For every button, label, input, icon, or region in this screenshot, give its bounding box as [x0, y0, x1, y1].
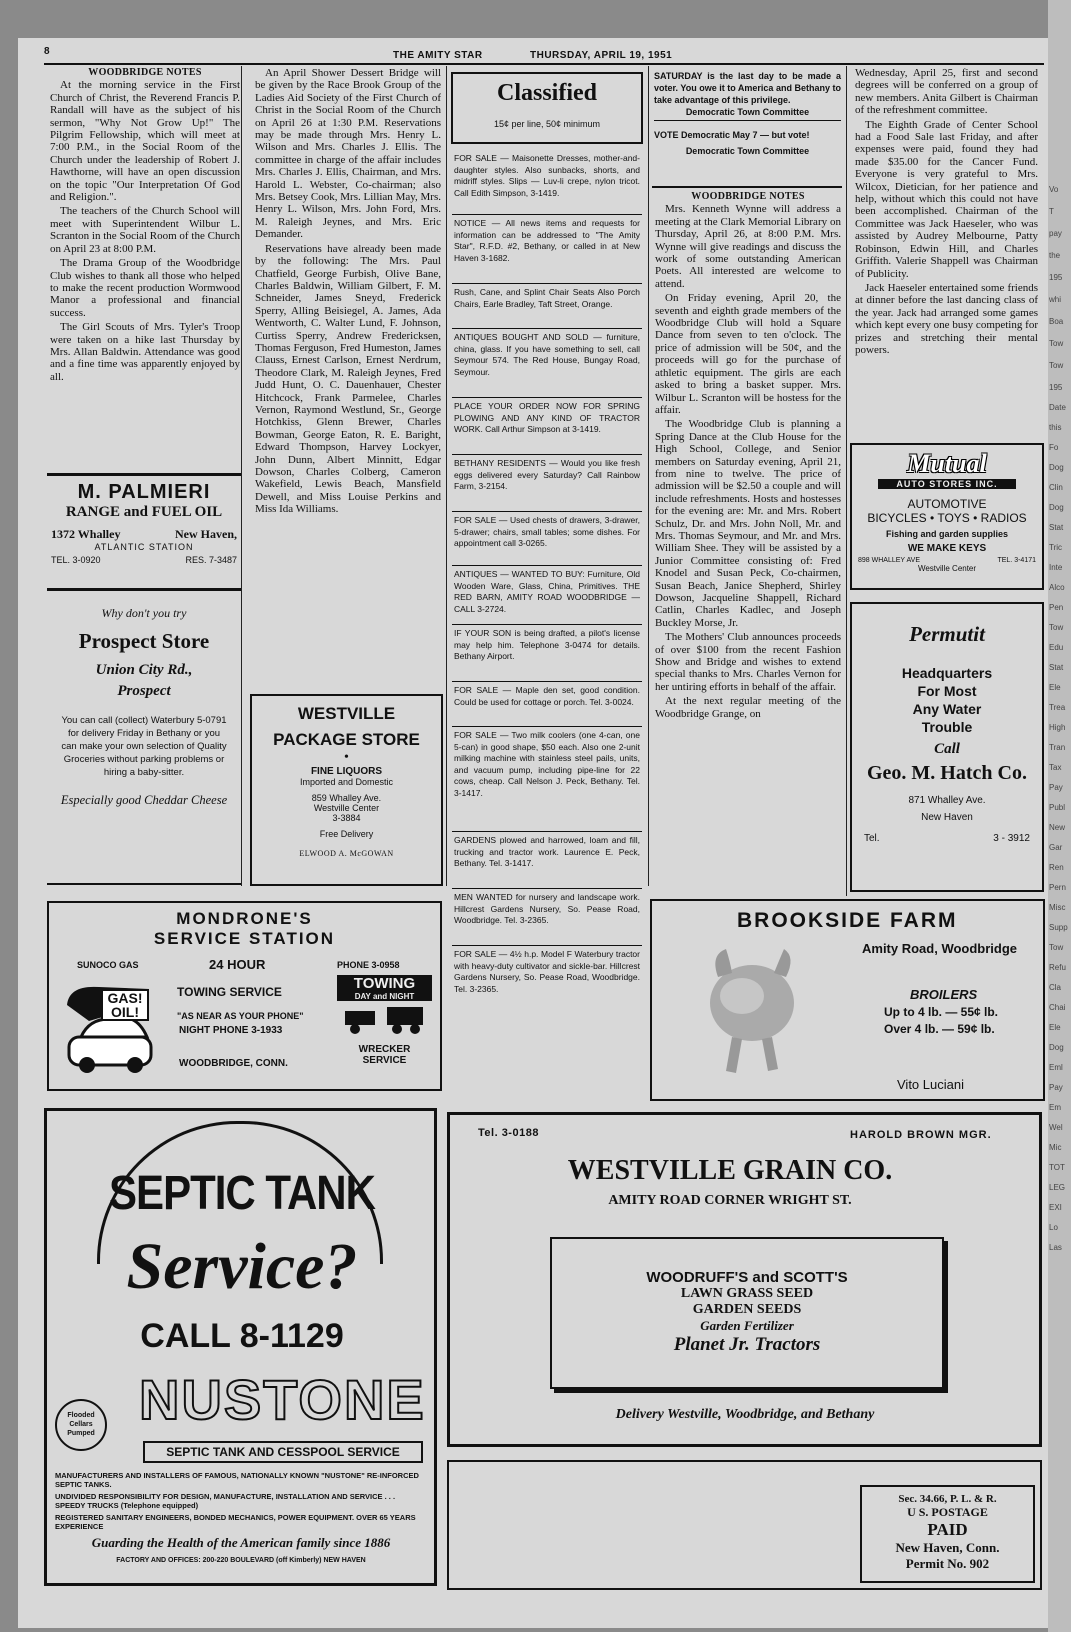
postage-permit — [860, 1485, 1035, 1583]
package-line1: FINE LIQUORS — [310, 766, 383, 777]
brookside-road: Amity Road, Woodbridge — [862, 941, 1018, 956]
nustone-septic-ad — [44, 1108, 437, 1586]
permutit-tel-label: Tel. — [864, 833, 880, 844]
permutit-line: Any Water — [912, 701, 982, 717]
adjacent-page-fragment: Dog — [1049, 503, 1064, 512]
adjacent-page-fragment: Ele — [1049, 683, 1061, 692]
permutit-line: Trouble — [921, 719, 973, 735]
section-rule — [47, 588, 241, 591]
prospect-intro: Why don't you try — [101, 606, 187, 620]
prospect-road: Union City Rd., — [95, 662, 193, 678]
adjacent-page-fragment: Tran — [1049, 743, 1066, 752]
westville-package-ad — [250, 694, 443, 886]
article-paragraph: The Girl Scouts of Mrs. Tyler's Troop were taken on a hike last Thursday by Mrs. Allan Baldwin. Attendance was good and a fine time was apparently enjoyed by all. — [50, 321, 240, 383]
palmieri-station: ATLANTIC STATION — [94, 542, 194, 552]
grain-inner-line: LAWN GRASS SEED — [680, 1286, 814, 1301]
mutual-keys: WE MAKE KEYS — [907, 543, 987, 554]
article-paragraph: An April Shower Dessert Bridge will be given by the Race Brook Group of the Ladies Aid Society of the First Church of Christ in the Social Room of the Church on April 26 at 1:30 P.M. Reservations may be made through Mrs. Henry L. Wilson and Mrs. Charles J. Ellis. The committee in charge of the affair includes Mrs. Charles J. Ellis, Chairman, and Mrs. Harold L. Webster, Co-chairman; also Mrs. Betsey Cook, Mrs. Lillian May, Mrs. Henry L. Wilson, Mrs. John Ford, Mrs. M. Raleigh Jeynes, and Mrs. Eric Demander. — [255, 67, 441, 241]
adjacent-page-fragment: Tax — [1049, 763, 1062, 772]
classified-ad: FOR SALE — Maisonette Dresses, mother-and-daughter styles. Also sunbacks, shorts, and midriff styles. Slips — Luv-li crepe, nylon tricot. Call Edith Simpson, 3-1419. — [452, 150, 642, 215]
tow-truck-icon — [337, 975, 432, 1085]
brookside-owner: Vito Luciani — [897, 1077, 964, 1092]
adjacent-page-fragment: Ren — [1049, 863, 1064, 872]
septic-bullets — [55, 1471, 420, 1531]
adjacent-page-fragment: Em — [1049, 1103, 1061, 1112]
column-rule — [241, 66, 242, 886]
voter-saturday: SATURDAY is the last day to be made a voter. You owe it to America and Bethany to take advantage of this privilege. — [654, 71, 841, 105]
mutual-auto-ad — [850, 443, 1044, 590]
mondrone-slogan: "AS NEAR AS YOUR PHONE" — [177, 1011, 304, 1021]
adjacent-page-fragment: 195 — [1049, 383, 1063, 392]
mutual-addr-row — [852, 557, 1042, 564]
adjacent-page-fragment: Misc — [1049, 903, 1066, 912]
septic-bullet: REGISTERED SANITARY ENGINEERS, BONDED MECHANICS, POWER EQUIPMENT. OVER 65 YEARS EXPERIENCE — [55, 1513, 416, 1531]
palmieri-address — [47, 527, 241, 542]
masthead-date: THURSDAY, APRIL 19, 1951 — [530, 50, 673, 61]
grain-addr: AMITY ROAD CORNER WRIGHT ST. — [608, 1193, 852, 1208]
classified-rate: 15¢ per line, 50¢ minimum — [493, 119, 601, 129]
adjacent-page-fragment: Clin — [1049, 483, 1063, 492]
adjacent-page-fragment: T — [1049, 207, 1054, 216]
grain-inner-line: Planet Jr. Tractors — [673, 1334, 821, 1355]
mutual-addr: 898 WHALLEY AVE — [858, 557, 920, 564]
septic-bullet: MANUFACTURERS AND INSTALLERS OF FAMOUS, NATIONALLY KNOWN "NUSTONE" RE-INFORCED SEPTIC TANKS. — [55, 1471, 419, 1489]
septic-call: CALL 8-1129 — [140, 1317, 344, 1355]
mutual-line3: Fishing and garden supplies — [885, 529, 1008, 539]
grain-mgr: HAROLD BROWN MGR. — [850, 1129, 992, 1141]
article-paragraph: Jack Haeseler entertained some friends at dinner before the last dancing class of the year. Jack had arranged some games which kept every one busy competing for prizes and stretching their mental powers. — [855, 281, 1038, 356]
permutit-company: Geo. M. Hatch Co. — [867, 762, 1027, 784]
adjacent-page-fragment: Mic — [1049, 1143, 1062, 1152]
adjacent-page-fragment: Eml — [1049, 1063, 1063, 1072]
permutit-tel-row — [852, 833, 1042, 844]
grain-delivery: Delivery Westville, Woodbridge, and Bethany — [615, 1407, 875, 1422]
adjacent-page-fragment: Tow — [1049, 361, 1064, 370]
adjacent-page-fragment: Dog — [1049, 1043, 1064, 1052]
column-rule — [846, 66, 847, 896]
classified-ad: IF YOUR SON is being drafted, a pilot's license may help him. Telephone 3-0474 for details. Bethany Airport. — [452, 625, 642, 682]
adjacent-page-fragment: Chai — [1049, 1003, 1066, 1012]
grain-inner-line: WOODRUFF'S and SCOTT'S — [646, 1269, 848, 1286]
adjacent-page-fragment: LEG — [1049, 1183, 1066, 1192]
prospect-store-ad — [47, 606, 241, 876]
grain-inner-line: Garden Fertilizer — [700, 1318, 794, 1333]
article-paragraph: The Drama Group of the Woodbridge Club wishes to thank all those who helped to make the recent production Wormwood Manor a professional and financial success. — [50, 257, 240, 319]
grange-article — [855, 67, 1038, 437]
package-addr: 859 Whalley Ave. — [311, 793, 382, 803]
adjacent-page-fragment: Tow — [1049, 339, 1064, 348]
adjacent-page-fragment: Stat — [1049, 523, 1064, 532]
package-name2: PACKAGE STORE — [273, 730, 420, 749]
brookside-price1: Up to 4 lb. — 55¢ lb. — [884, 1005, 999, 1019]
septic-banner: SEPTIC TANK AND CESSPOOL SERVICE — [143, 1441, 423, 1463]
grain-inner-box — [550, 1237, 944, 1389]
adjacent-page-fragment: Pay — [1049, 783, 1063, 792]
adjacent-page-fragment: Date — [1049, 403, 1066, 412]
classified-ad: BETHANY RESIDENTS — Would you like fresh eggs delivered every Saturday? Call Rainbow Farm, 3-2154. — [452, 455, 642, 512]
grain-name: WESTVILLE GRAIN CO. — [567, 1155, 893, 1186]
chicken-icon — [692, 941, 812, 1086]
mutual-sub: AUTO STORES INC. — [878, 479, 1016, 489]
palmieri-line: RANGE and FUEL OIL — [65, 504, 223, 520]
septic-badge: Flooded Cellars Pumped — [55, 1399, 107, 1451]
adjacent-page-strip — [1048, 0, 1071, 1632]
article-paragraph: The Woodbridge Club is planning a Spring Dance at the Club House for the High School, College, and Senior members on Saturday evening, April 21, from nine to twelve. The price of admission will be $2.50 a couple and will include refreshments. Hosts and hostesses for the evening are: Mr. and Mrs. Robert Schulz, Dr. and Mrs. John Noll, Mr. and Mrs. Thomas Seymour, and Mr. and Mrs. William Shee. They will be assisted by a Junior Committee consisting of: Fred Knodel and Susan Peck, Co-chairmen, Susan Beach, Janice Shepherd, Shirley Dowson, Jacqueline Shappell, Richard Catlin, Charles Kadlec, and Joseph Buckley Morse, Jr. — [655, 418, 841, 629]
adjacent-page-fragment: Stat — [1049, 663, 1064, 672]
prospect-name: Prospect Store — [78, 629, 210, 653]
adjacent-page-fragment: Lo — [1049, 1223, 1058, 1232]
adjacent-page-fragment: this — [1049, 423, 1062, 432]
palmieri-city: New Haven, — [175, 527, 237, 541]
adjacent-page-fragment: Gar — [1049, 843, 1063, 852]
adjacent-page-fragment: Edu — [1049, 643, 1064, 652]
septic-bullet: UNDIVIDED RESPONSIBILITY FOR DESIGN, MANUFACTURE, INSTALLATION AND SERVICE . . . SPEEDY TRUCKS (Telephone equipped) — [55, 1492, 396, 1510]
woodbridge-notes-left — [50, 67, 240, 472]
adjacent-page-fragment: Vo — [1049, 185, 1059, 194]
adjacent-page-fragment: Dog — [1049, 463, 1064, 472]
classified-ad: Rush, Cane, and Splint Chair Seats Also Porch Chairs, Earle Bradley, Taft Street, Orange. — [452, 284, 642, 329]
article-paragraph: Wednesday, April 25, first and second degrees will be conferred on a group of new members. Anita Gilbert is Chairman of the refreshment committee. — [855, 67, 1038, 117]
adjacent-page-fragment: Publ — [1049, 803, 1066, 812]
package-bullet: • — [344, 750, 349, 765]
adjacent-page-fragment: Tow — [1049, 623, 1064, 632]
mondrone-gas-brand: SUNOCO GAS — [77, 960, 139, 970]
tow-sign2: DAY and NIGHT — [337, 992, 432, 1001]
classified-ad: FOR SALE — Used chests of drawers, 3-drawer, 5-drawer; chairs, small tables; some dishes. For appointment call 3-0265. — [452, 512, 642, 566]
article-headline: WOODBRIDGE NOTES — [88, 67, 202, 78]
adjacent-page-fragment: High — [1049, 723, 1066, 732]
package-delivery: Free Delivery — [319, 829, 374, 839]
article-paragraph: Reservations have already been made by the following: The Mrs. Paul Chatfield, George Furbish, Olive Bane, Charles Baldwin, William Gilbert, F. M. Schneider, James Sneyd, Frederick Sperry, Alling Beisiegel, A. James, Ada Wentworth, C. Walter Lund, F. Johnson, Curtiss Sperry, Andrew Fredericksen, Thomas Ferguson, Fred Humeston, James Clauss, Ernest Carlson, Ernest Nerdrum, Theodore Clark, M. Raleigh Jeynes, Fred Judd Hunt, O. C. Dauenhauer, Chester Hitchcock, Frank Parmelee, Charles Vernon, Raymond Westlund, Sr., George Hotchkiss, Glenn Brewer, Charles Bowman, George Eaton, R. E. Baright, Edward Thompson, Harvey Lockyer, John Dunn, Albert Minnitt, Edgar Dowson, Charles Colberg, Cameron Wakefield, Lewis Beach, Mansfield Dewell, and Miss Louise Perkins and Miss Ida Williams. — [255, 242, 441, 516]
section-rule — [47, 883, 241, 885]
classified-ad: ANTIQUES BOUGHT AND SOLD — furniture, china, glass. If you have something to sell, call Seymour 574. The Red House, Bungay Road, Seymour. — [452, 329, 642, 398]
classified-ad: FOR SALE — 4½ h.p. Model F Waterbury tractor with heavy-duty cultivator and sickle-bar. Hillcrest Gardens Nursery, So. Pease Road, Woodbridge. Tel. 3-2365. — [454, 949, 640, 994]
adjacent-page-fragment: TOT — [1049, 1163, 1065, 1172]
mondrone-town: WOODBRIDGE, CONN. — [179, 1058, 288, 1069]
brookside-broilers: BROILERS — [910, 987, 978, 1002]
classified-ads — [452, 150, 642, 1012]
palmieri-street: 1372 Whalley — [51, 527, 121, 541]
classified-header — [451, 72, 643, 144]
tow-sign1: TOWING — [337, 975, 432, 992]
package-owner: ELWOOD A. McGOWAN — [299, 849, 394, 858]
grain-tel: Tel. 3-0188 — [478, 1127, 539, 1139]
section-rule — [652, 186, 842, 188]
postage-line: PAID — [927, 1520, 968, 1539]
masthead-rule — [44, 63, 1044, 65]
mondrone-title2: SERVICE STATION — [153, 929, 336, 948]
gas-sign-text: GAS! OIL! — [101, 989, 149, 1021]
column-rule — [446, 66, 447, 886]
article-headline: WOODBRIDGE NOTES — [691, 191, 805, 202]
adjacent-page-fragment: New — [1049, 823, 1066, 832]
adjacent-page-fragment: pay — [1049, 229, 1062, 238]
nustone-brand: NUSTONE — [139, 1368, 426, 1431]
article-paragraph: Mrs. Kenneth Wynne will address a meeting at the Clark Memorial Library on Thursday, April 26, at 8:00 P.M. Mrs. Wynne will give readings and discuss the work of some outstanding American Poets. All interested are welcome to attend. — [655, 203, 841, 290]
palmieri-ad — [47, 478, 241, 578]
mondrone-phone: PHONE 3-0958 — [337, 960, 400, 970]
adjacent-page-fragment: Pay — [1049, 1083, 1063, 1092]
prospect-body: You can call (collect) Waterbury 5-0791 for delivery Friday in Bethany or you can make your own selection of Quality Groceries without parking problems or hiring a baby-sitter. — [61, 715, 227, 778]
mutual-tel: TEL. 3-4171 — [997, 557, 1036, 564]
palmieri-name: M. PALMIERI — [77, 481, 211, 503]
mondrone-night: NIGHT PHONE 3-1933 — [179, 1025, 283, 1036]
brookside-price2: Over 4 lb. — 59¢ lb. — [884, 1022, 995, 1036]
adjacent-page-fragment: whi — [1049, 295, 1062, 304]
article-paragraph: The Eighth Grade of Center School had a Food Sale last Friday, and after expenses were paid, found they had made $35.00 for the Cancer Fund. Everyone is very grateful to Mrs. Wilcox, Dietician, for her patience and help, without which this could not have been accomplished. Chairman of the Committee was Jack Haeseler, who was assisted by Audrey Melbourne, Patty Robinson, Edwin Hill, and Charles Griffith. Valerie Shappell was Chairman of Publicity. — [855, 118, 1038, 280]
brookside-farm-ad — [650, 899, 1045, 1101]
adjacent-page-fragment: Refu — [1049, 963, 1066, 972]
adjacent-page-fragment: EXI — [1049, 1203, 1062, 1212]
adjacent-page-fragment: Cla — [1049, 983, 1062, 992]
permutit-tel: 3 - 3912 — [993, 833, 1030, 844]
adjacent-page-fragment: Pern — [1049, 883, 1066, 892]
adjacent-page-fragment: Tow — [1049, 943, 1064, 952]
classified-title: Classified — [496, 80, 597, 106]
permutit-line: For Most — [917, 683, 977, 699]
voter-vote: VOTE Democratic May 7 — but vote! — [654, 130, 810, 140]
package-city: Westville Center — [313, 803, 380, 813]
permutit-line: Headquarters — [901, 665, 993, 681]
package-line2: Imported and Domestic — [299, 777, 394, 787]
postage-line: U S. POSTAGE — [907, 1505, 988, 1519]
woodbridge-notes-right — [655, 191, 841, 886]
adjacent-page-fragment: Alco — [1049, 583, 1065, 592]
classified-ad: MEN WANTED for nursery and landscape work. Hillcrest Gardens Nursery, So. Pease Road, Woodbridge. Tel. 3-2365. — [452, 889, 642, 946]
adjacent-page-fragment: Tric — [1049, 543, 1063, 552]
westville-grain-ad — [447, 1112, 1042, 1447]
adjacent-page-fragment: Fo — [1049, 443, 1059, 452]
article-paragraph: At the morning service in the First Church of Christ, the Reverend Francis P. Randall will have as the subject of his sermon, "Why Not Grow Up!" The Pilgrim Fellowship, which will meet at 7:00 P.M., in the Social Room of the Church under the leadership of Robert J. Hawthorne, will have an open discussion on the topic "Our Interpretation Of God and Religion.". — [50, 79, 240, 204]
permutit-call: Call — [934, 741, 960, 757]
mondrone-ad — [47, 901, 442, 1091]
section-rule — [47, 473, 241, 476]
masthead-paper: THE AMITY STAR — [393, 50, 483, 61]
adjacent-page-fragment: Ele — [1049, 1023, 1061, 1032]
permutit-name: Permutit — [909, 622, 985, 646]
permutit-ad — [850, 602, 1044, 892]
bridge-article — [255, 67, 441, 687]
permutit-addr: 871 Whalley Ave. — [908, 795, 986, 806]
classified-ad: ANTIQUES — WANTED TO BUY: Furniture, Old Wooden Ware, Glass, China, Primitives. THE RED BARN, AMITY ROAD WOODBRIDGE — CALL 3-2724. — [452, 566, 642, 625]
gas-pump-icon — [59, 975, 159, 1075]
adjacent-page-fragment: Trea — [1049, 703, 1066, 712]
prospect-tagline: Especially good Cheddar Cheese — [60, 793, 228, 807]
postage-line: Permit No. 902 — [905, 1556, 990, 1571]
septic-motto: Guarding the Health of the American family since 1886 — [91, 1535, 391, 1550]
septic-title: SEPTIC TANK — [109, 1165, 375, 1220]
mondrone-towing: TOWING SERVICE — [177, 985, 282, 999]
article-paragraph: The Mothers' Club announces proceeds of over $100 from the recent Fashion Show and Bridge and wishes to extend special thanks to Mrs. Charles Vernon for her untiring efforts in behalf of the affair. — [655, 631, 841, 693]
adjacent-page-fragment: the — [1049, 251, 1061, 260]
adjacent-page-fragment: Pen — [1049, 603, 1064, 612]
septic-service: Service? — [126, 1230, 358, 1303]
classified-ad: GARDENS plowed and harrowed, loam and fill, trucking and tractor work. Laurence E. Peck, Bethany. Tel. 3-1417. — [452, 832, 642, 889]
mutual-logo: Mutual — [907, 449, 987, 478]
voter-committee-2: Democratic Town Committee — [685, 146, 810, 156]
article-paragraph: At the next regular meeting of the Woodbridge Grange, on — [655, 695, 841, 720]
adjacent-page-fragment: Boa — [1049, 317, 1064, 326]
classified-ad: FOR SALE — Maple den set, good condition. Could be used for cottage or porch. Tel. 3-0024. — [452, 682, 642, 727]
classified-ad: FOR SALE — Two milk coolers (one 4-can, one 5-can) in good shape, $50 each. Also one 2-unit milking machine with stainless steel pails, units, and vacuum pump, including pipe-line for 22 cows, cheap. Call Nelson J. Peck, Bethany. Tel. 3-1417. — [452, 727, 642, 832]
page-number: 8 — [44, 46, 50, 57]
mutual-center: Westville Center — [917, 564, 977, 573]
wrecker-service: WRECKER SERVICE — [358, 1044, 411, 1066]
brookside-title: BROOKSIDE FARM — [737, 909, 958, 932]
mondrone-hours: 24 HOUR — [209, 957, 266, 972]
article-paragraph: On Friday evening, April 20, the seventh and eighth grade members of the Woodbridge Club will hold a Square Dance from seven to ten o'clock. The price of admission will be 50¢, and the proceeds will go for the purchase of athletic equipment. The girls are each asked to bring a basket supper. Mrs. Wilbur L. Scranton will be hostess for the affair. — [655, 292, 841, 416]
adjacent-page-fragment: Supp — [1049, 923, 1068, 932]
grain-inner-line: GARDEN SEEDS — [692, 1302, 802, 1317]
voter-notices — [654, 70, 841, 157]
postage-line: New Haven, Conn. — [895, 1540, 1000, 1555]
palmieri-res: RES. 7-3487 — [185, 555, 237, 565]
classified-ad: PLACE YOUR ORDER NOW FOR SPRING PLOWING AND ANY KIND OF TRACTOR WORK. Call Arthur Simpson at 3-1419. — [452, 398, 642, 455]
adjacent-page-fragment: Inte — [1049, 563, 1063, 572]
mondrone-title1: MONDRONE'S — [176, 909, 313, 928]
package-phone: 3-3884 — [332, 813, 361, 823]
voter-committee: Democratic Town Committee — [654, 106, 841, 121]
adjacent-page-fragment: 195 — [1049, 273, 1063, 282]
permutit-city: New Haven — [921, 812, 973, 823]
adjacent-page-fragment: Wel — [1049, 1123, 1063, 1132]
mutual-line1: AUTOMOTIVE — [907, 497, 987, 511]
postage-line: Sec. 34.66, P. L. & R. — [898, 1493, 997, 1505]
prospect-town: Prospect — [117, 683, 171, 699]
column-rule — [648, 66, 649, 886]
palmieri-tel: TEL. 3-0920 — [51, 555, 101, 565]
mutual-line2: BICYCLES • TOYS • RADIOS — [867, 511, 1027, 525]
package-name1: WESTVILLE — [297, 704, 396, 723]
classified-ad: NOTICE — All news items and requests for information can be addressed to "The Amity Star", R.F.D. #2, Bethany, or called in at New Haven 3-1682. — [452, 215, 642, 284]
adjacent-page-fragment: Las — [1049, 1243, 1062, 1252]
article-paragraph: The teachers of the Church School will meet with Superintendent Wilbur L. Scranton in the Social Room of the Church on April 23 at 8:00 P.M. — [50, 205, 240, 255]
septic-factory: FACTORY AND OFFICES: 200-220 BOULEVARD (off Kimberly) NEW HAVEN — [116, 1557, 366, 1564]
palmieri-phones — [47, 555, 241, 565]
